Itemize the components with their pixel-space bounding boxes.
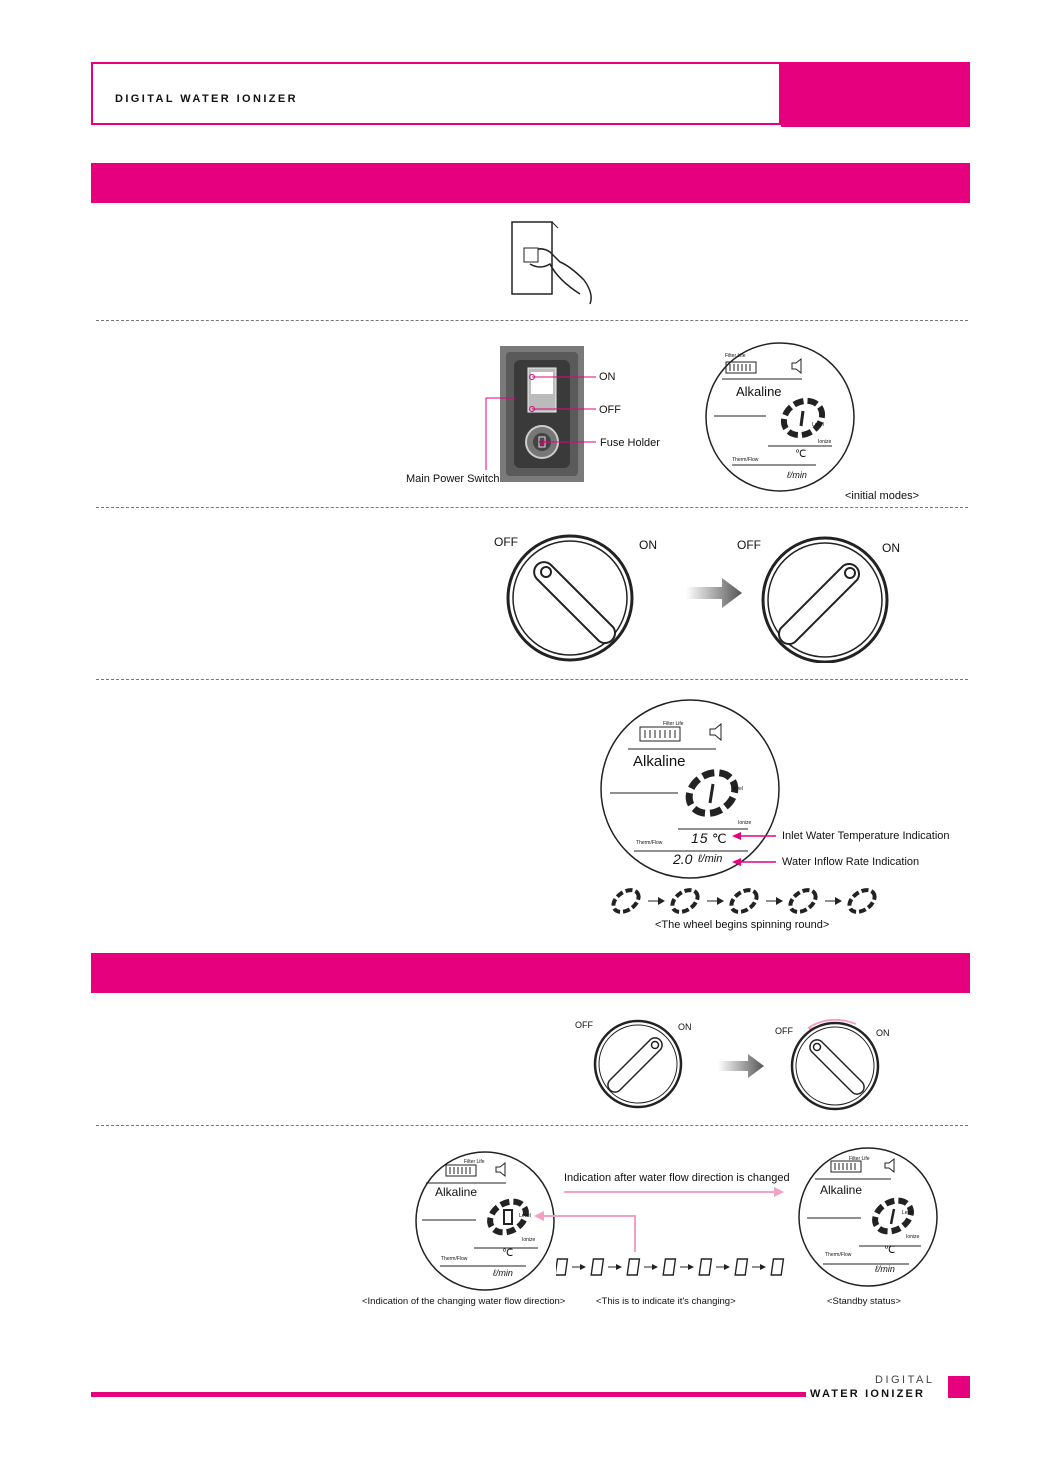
- changing-digits-sequence: [556, 1255, 800, 1281]
- faucet-knob-icon: [755, 528, 895, 663]
- lcd-display-icon: [704, 341, 856, 493]
- lcd2-filter-life: Filter Life: [663, 721, 684, 727]
- lcd4-therm-flow: Therm/Flow: [825, 1252, 852, 1258]
- knob2-on-label: ON: [882, 541, 900, 555]
- knob4-off-label: OFF: [775, 1026, 793, 1036]
- footer-water-ionizer: WATER IONIZER: [810, 1388, 926, 1400]
- lcd3-flow-unit: ℓ/min: [493, 1268, 513, 1278]
- faucet-knob-icon: [592, 1018, 684, 1110]
- level-wheel-icon: [610, 886, 886, 916]
- lcd4-level: Level: [902, 1210, 914, 1216]
- section-band-stop: [91, 953, 970, 993]
- lcd2-mode: Alkaline: [633, 753, 686, 770]
- faucet-knob-icon: [500, 530, 640, 665]
- initial-modes-caption: <initial modes>: [845, 490, 919, 502]
- lcd1-flow-unit: ℓ/min: [787, 470, 807, 480]
- lcd1-filter-life: Filter Life: [725, 353, 746, 359]
- wheel-spin-caption: <The wheel begins spinning round>: [655, 919, 830, 931]
- footer-digital: DIGITAL: [875, 1374, 935, 1386]
- lcd4-filter-life: Filter Life: [849, 1156, 870, 1162]
- lcd2-ionize: Ionize: [738, 820, 752, 826]
- lcd4-celsius: ℃: [884, 1245, 896, 1256]
- divider: [96, 320, 968, 321]
- lcd2-flow-unit: ℓ/min: [698, 853, 723, 865]
- footer-page-block: [948, 1376, 970, 1398]
- main-power-switch-label: Main Power Switch: [406, 473, 500, 485]
- lcd3-mode: Alkaline: [435, 1185, 478, 1199]
- inflow-rate-caption: Water Inflow Rate Indication: [782, 856, 920, 868]
- knob2-off-label: OFF: [737, 538, 761, 552]
- lcd3-filter-life: Filter Life: [464, 1159, 485, 1165]
- lcd1-ionize: Ionize: [818, 439, 832, 445]
- lcd4-ionize: Ionize: [906, 1234, 920, 1240]
- lcd3-therm-flow: Therm/Flow: [441, 1256, 468, 1262]
- switch-callout-lines: [470, 370, 610, 480]
- header-title: DIGITAL WATER IONIZER: [115, 93, 299, 105]
- lcd1-mode: Alkaline: [736, 384, 782, 399]
- lcd4-flow-unit: ℓ/min: [875, 1264, 895, 1274]
- faucet-knob-icon: [788, 1012, 882, 1112]
- section-band-operation: [91, 163, 970, 203]
- divider: [96, 507, 968, 508]
- divider: [96, 1125, 968, 1126]
- switch-off-label: OFF: [599, 404, 621, 416]
- lcd1-level: Level: [812, 422, 824, 428]
- is-changing-caption: <This is to indicate it's changing>: [596, 1296, 736, 1307]
- lcd3-ionize: Ionize: [522, 1237, 536, 1243]
- arrow-right-icon: [718, 1054, 764, 1078]
- lcd2-therm-flow: Therm/Flow: [636, 840, 663, 846]
- lcd2-celsius: ℃: [712, 831, 727, 846]
- changing-direction-caption: <Indication of the changing water flow direction>: [362, 1296, 566, 1307]
- callout-arrows: [730, 826, 780, 870]
- knob4-on-label: ON: [876, 1028, 890, 1038]
- lcd3-celsius: ℃: [502, 1248, 514, 1259]
- footer-line: [91, 1392, 806, 1397]
- knob3-off-label: OFF: [575, 1020, 593, 1030]
- arrow-right-icon: [686, 578, 742, 608]
- hand-plug-icon: [500, 216, 600, 316]
- lcd2-temp-value: 15: [691, 830, 709, 846]
- lcd1-therm-flow: Therm/Flow: [732, 457, 759, 463]
- knob1-off-label: OFF: [494, 535, 518, 549]
- lcd2-flow-value: 2.0: [673, 851, 693, 867]
- lcd4-mode: Alkaline: [820, 1183, 863, 1197]
- fuse-holder-label: Fuse Holder: [600, 437, 660, 449]
- header-accent-block: [781, 62, 970, 127]
- knob3-on-label: ON: [678, 1022, 692, 1032]
- flow-changed-caption: Indication after water flow direction is changed: [564, 1172, 790, 1184]
- knob1-on-label: ON: [639, 538, 657, 552]
- lcd1-celsius: ℃: [795, 449, 807, 460]
- lcd3-level: Level: [519, 1213, 531, 1219]
- standby-caption: <Standby status>: [827, 1296, 901, 1307]
- lcd-display-icon: [797, 1146, 939, 1288]
- switch-on-label: ON: [599, 371, 616, 383]
- lcd2-level: Level: [731, 786, 743, 792]
- divider: [96, 679, 968, 680]
- inlet-temp-caption: Inlet Water Temperature Indication: [782, 830, 950, 842]
